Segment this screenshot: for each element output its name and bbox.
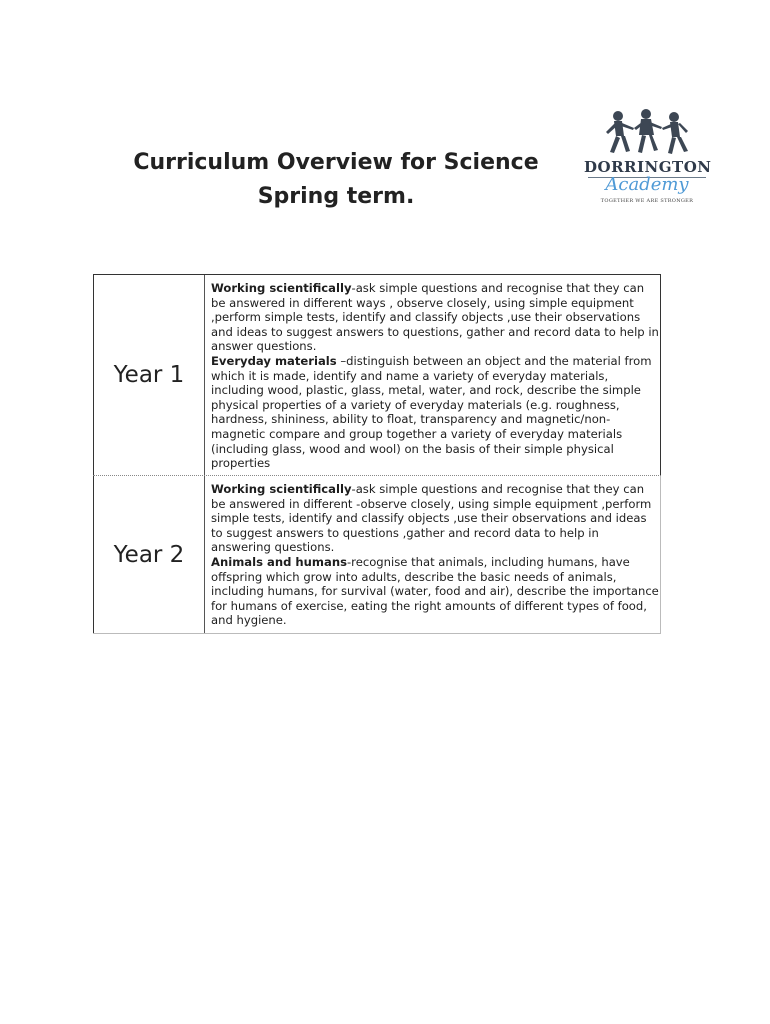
- content-paragraph: [211, 482, 660, 555]
- paragraph-text: –distinguish between an object and the material from which it is made, identify and name a variety of everyday materials, including wood, plastic, glass, metal, water, and rock, describe the simple physical properties of a variety of everyday materials (e.g. roughness, hardness, shininess, ability to float, transparency and magnetic/non-magnetic compare and group together a variety of everyday materials (including glass, wood and wool) on the basis of their simple physical properties: [211, 353, 652, 471]
- table-row: [93, 274, 661, 475]
- school-logo: [584, 108, 710, 208]
- title-line-2: Spring term.: [257, 184, 415, 209]
- year-content: [205, 476, 661, 633]
- paragraph-text: -ask simple questions and recognise that they can be answered in different ways , observe closely, using simple equipment ,perform simple tests, identify and classify objects ,use their observations and ideas to suggest answers to questions, gather and record data to help in answer questions.: [211, 281, 659, 354]
- paragraph-heading: Everyday materials: [211, 353, 337, 368]
- logo-subtitle: Academy: [605, 174, 689, 195]
- curriculum-table: [93, 274, 661, 634]
- paragraph-text: -recognise that animals, including humans, have offspring which grow into adults, describe the basic needs of animals, including humans, for survival (water, food and air), describe the importance for humans of exercise, eating the right amounts of different types of food, and hygiene.: [211, 554, 659, 628]
- table-row: [93, 475, 661, 634]
- paragraph-heading: Animals and humans: [211, 554, 347, 569]
- paragraph-text: -ask simple questions and recognise that they can be answered in different -observe closely, using simple equipment ,perform simple tests, identify and classify objects ,use their observations and ideas to suggest answers to questions ,gather and record data to help in answering questions.: [211, 482, 652, 555]
- logo-name: DORRINGTON: [584, 158, 712, 176]
- year-label: Year 1: [93, 275, 205, 475]
- title-line-1: Curriculum Overview for Science: [133, 150, 539, 175]
- year-content: [205, 275, 661, 475]
- logo-motto: TOGETHER WE ARE STRONGER: [600, 198, 694, 204]
- children-running-icon: [596, 108, 698, 158]
- content-paragraph: [211, 281, 660, 354]
- content-paragraph: [211, 354, 660, 471]
- year-label: Year 2: [93, 476, 205, 633]
- paragraph-heading: Working scientifically: [211, 281, 352, 295]
- content-paragraph: [211, 555, 660, 628]
- paragraph-heading: Working scientifically: [211, 482, 352, 496]
- page-title: [125, 146, 547, 214]
